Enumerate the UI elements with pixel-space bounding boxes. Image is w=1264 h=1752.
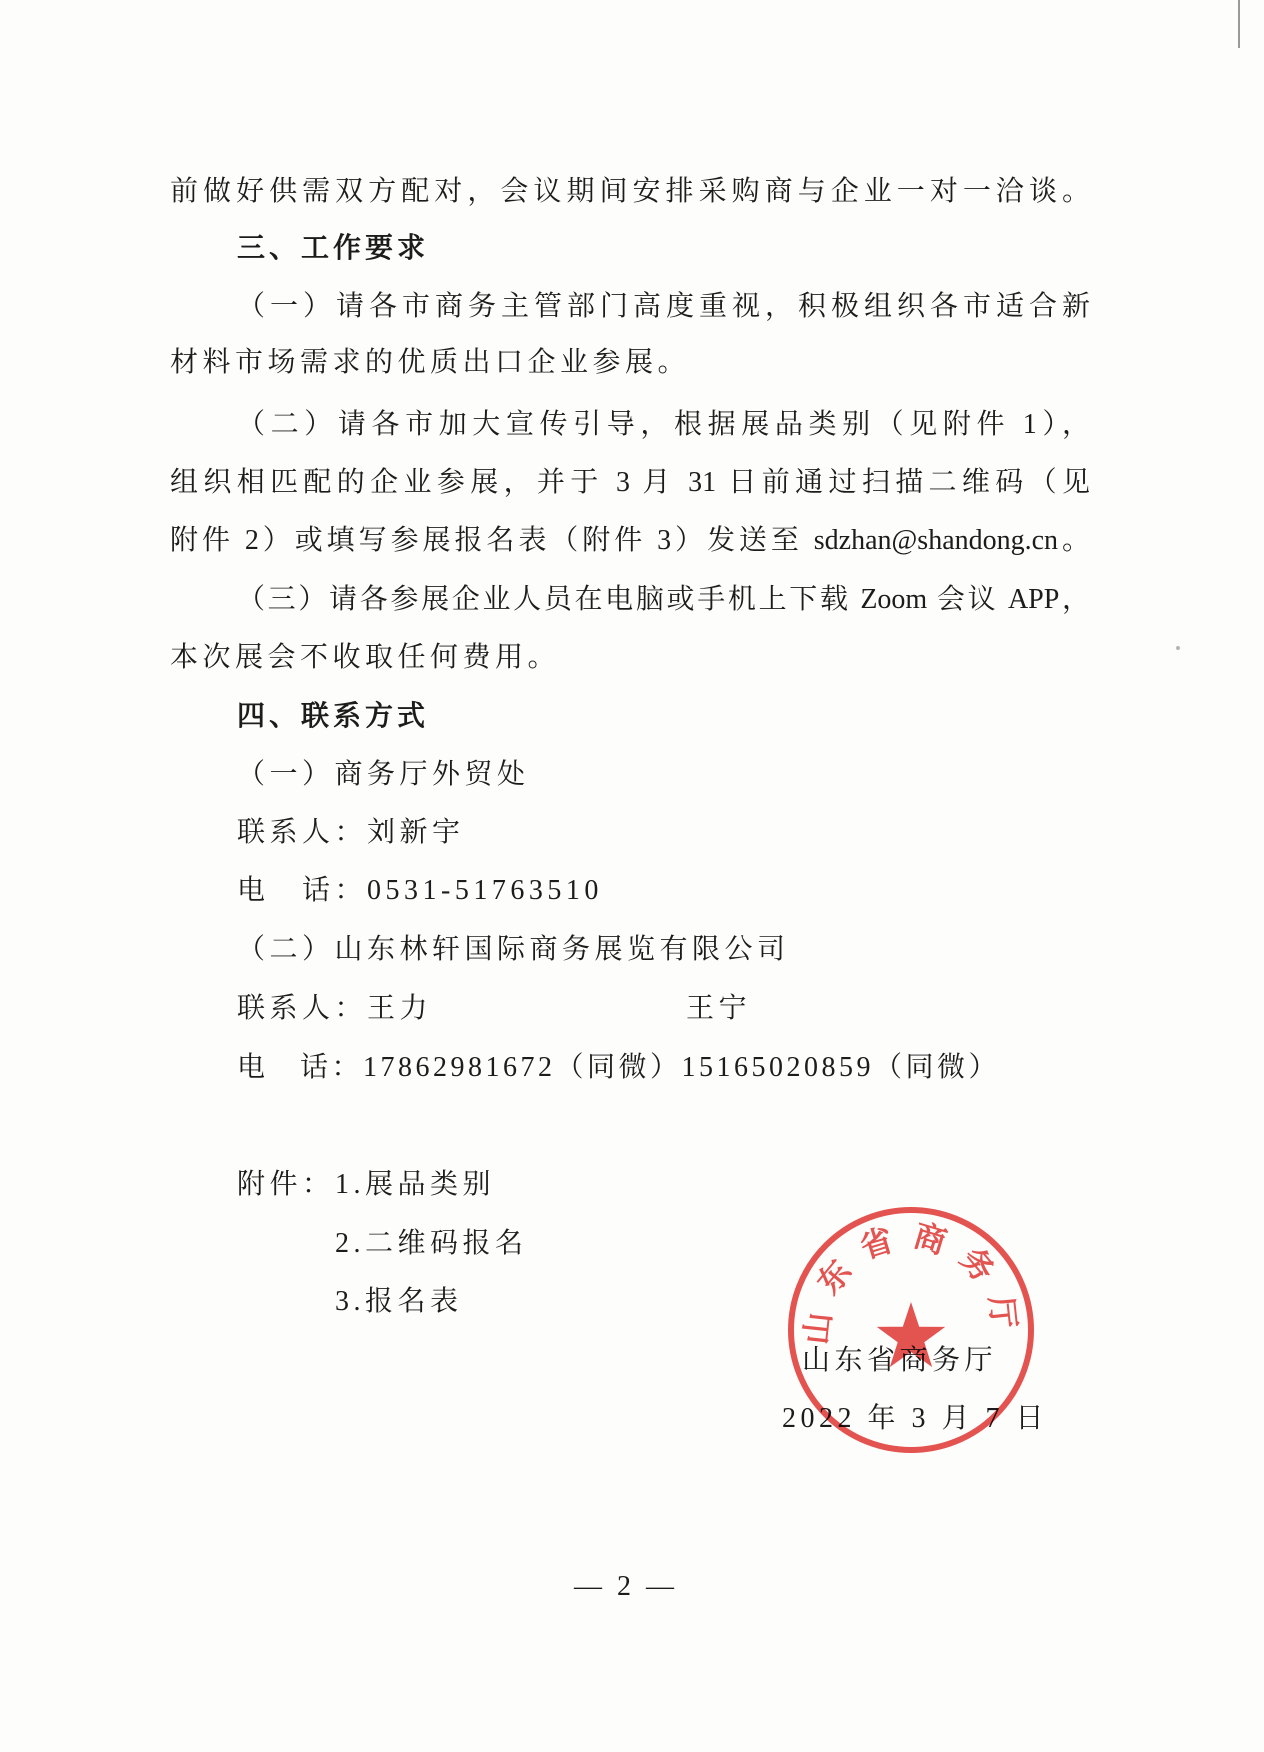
contact-1-person: 联系人：刘新宇 — [237, 817, 465, 848]
seal-arc-text: 山东省商务厅 — [797, 1216, 1025, 1347]
section-heading-contacts: 四、联系方式 — [237, 700, 430, 731]
requirement-3-line-2: 本次展会不收取任何费用。 — [170, 642, 561, 673]
page-number: — 2 — — [574, 1571, 678, 1602]
signature-org: 山东省商务厅 — [802, 1345, 998, 1376]
requirement-2-line-3: 附件 2）或填写参展报名表（附件 3）发送至 sdzhan@shandong.cn。 — [170, 525, 1090, 556]
scan-edge-mark — [1238, 0, 1240, 48]
contact-2-org: （二）山东林轩国际商务展览有限公司 — [237, 934, 790, 965]
contact-1-phone: 电 话：0531-51763510 — [237, 875, 603, 906]
requirement-1-line-1: （一）请各市商务主管部门高度重视，积极组织各市适合新 — [237, 291, 1090, 322]
signature-date: 2022 年 3 月 7 日 — [782, 1403, 1049, 1434]
section-heading-requirements: 三、工作要求 — [237, 232, 430, 263]
attachments-label: 附件： — [237, 1169, 335, 1200]
requirement-2-line-1: （二）请各市加大宣传引导，根据展品类别（见附件 1）， — [237, 409, 1090, 440]
requirement-3-line-1: （三）请各参展企业人员在电脑或手机上下载 Zoom 会议 APP， — [237, 584, 1090, 615]
attachment-item-1: 1.展品类别 — [335, 1169, 496, 1200]
contact-2-person-2: 王宁 — [686, 993, 752, 1024]
requirement-1-line-2: 材料市场需求的优质出口企业参展。 — [170, 347, 691, 378]
attachment-item-2: 2.二维码报名 — [335, 1228, 528, 1259]
seal-star-icon — [877, 1302, 945, 1367]
contact-1-org: （一）商务厅外贸处 — [237, 759, 530, 790]
scan-dust-dot — [1176, 646, 1180, 650]
intro-continuation: 前做好供需双方配对，会议期间安排采购商与企业一对一洽谈。 — [170, 176, 1090, 207]
contact-2-person: 联系人：王力 — [237, 993, 433, 1024]
official-seal-stamp — [781, 1200, 1041, 1460]
contact-2-phone: 电 话：17862981672（同微）15165020859（同微） — [237, 1052, 1001, 1083]
attachment-item-3: 3.报名表 — [335, 1286, 463, 1317]
requirement-2-line-2: 组织相匹配的企业参展，并于 3 月 31 日前通过扫描二维码（见 — [170, 467, 1090, 498]
